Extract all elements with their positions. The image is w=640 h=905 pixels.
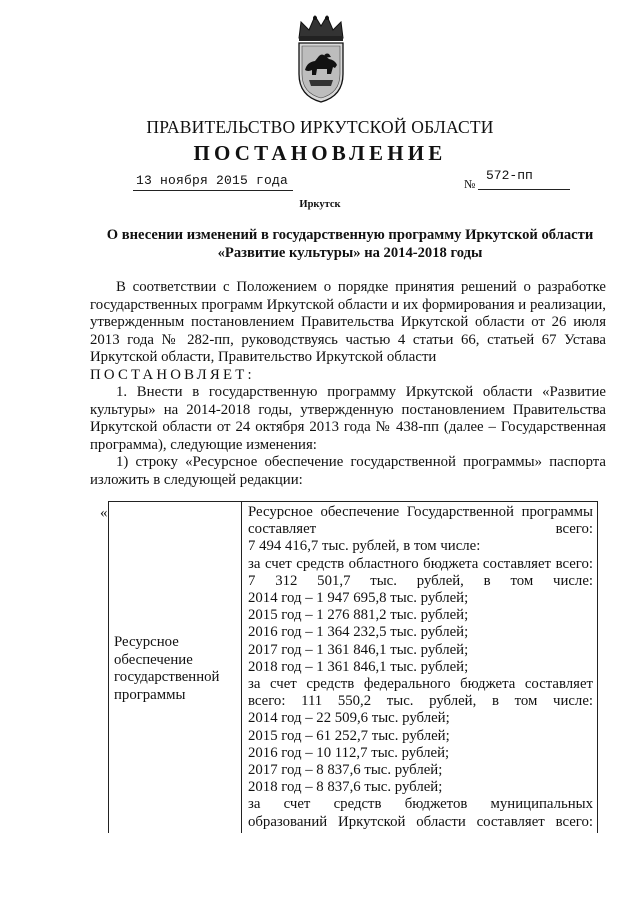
federal-budget-header: за счет средств федерального бюджета составляет всего: 111 550,2 тыс. рублей, в том числе: xyxy=(248,676,593,710)
regional-budget-header: за счет средств областного бюджета составляет всего: 7 312 501,7 тыс. рублей, в том числе: xyxy=(248,555,593,589)
preamble-paragraph: В соответствии с Положением о порядке принятия решений о разработке государственных программ Иркутской области и их формирования и реализации, утвержденным постановлением Правительства Иркутской области от 26 июля 2013 года № 282-пп, руководствуясь частью 4 статьи 66, статьей 67 Устава Иркутской области, Правительство Иркутской области xyxy=(90,279,606,366)
government-name: ПРАВИТЕЛЬСТВО ИРКУТСКОЙ ОБЛАСТИ xyxy=(146,117,494,137)
number-underline xyxy=(478,189,570,190)
table-row-label: Ресурсное обеспечение государственной программы xyxy=(114,634,220,703)
federal-year-item: 2016 год – 10 112,7 тыс. рублей; xyxy=(248,744,450,761)
item-1-1-paragraph: 1) строку «Ресурсное обеспечение государственной программы» паспорта изложить в следующей редакции: xyxy=(90,454,606,488)
city-name: Иркутск xyxy=(299,199,341,210)
table-column-divider xyxy=(241,501,242,833)
heading-line-2: «Развитие культуры» на 2014-2018 годы xyxy=(217,245,483,261)
regional-year-item: 2018 год – 1 361 846,1 тыс. рублей; xyxy=(248,658,469,675)
date-underline xyxy=(133,190,293,191)
heading-line-1: О внесении изменений в государственную программу Иркутской области xyxy=(106,227,594,243)
document-heading xyxy=(80,226,620,262)
opening-quote: « xyxy=(100,505,108,521)
coat-of-arms-emblem xyxy=(291,12,351,104)
resolves-keyword: ПОСТАНОВЛЯЕТ: xyxy=(90,367,255,383)
regional-year-item: 2015 год – 1 276 881,2 тыс. рублей; xyxy=(248,607,469,624)
regional-year-item: 2014 год – 1 947 695,8 тыс. рублей; xyxy=(248,590,469,607)
item-1-paragraph: 1. Внести в государственную программу Иркутской области «Развитие культуры» на 2014-2018 годы, утвержденную постановлением Правительства Иркутской области от 24 октября 2013 года № 438-пп (далее – Государственная программа), следующие изменения: xyxy=(90,384,606,453)
federal-year-item: 2014 год – 22 509,6 тыс. рублей; xyxy=(248,710,450,727)
regional-year-item: 2017 год – 1 361 846,1 тыс. рублей; xyxy=(248,641,469,658)
table-row-content xyxy=(248,504,593,831)
federal-year-item: 2018 год – 8 837,6 тыс. рублей; xyxy=(248,779,443,796)
regional-year-item: 2016 год – 1 364 232,5 тыс. рублей; xyxy=(248,624,469,641)
number-sign: № xyxy=(464,177,476,191)
federal-year-item: 2015 год – 61 252,7 тыс. рублей; xyxy=(248,727,450,744)
federal-year-item: 2017 год – 8 837,6 тыс. рублей; xyxy=(248,762,443,779)
decree-date: 13 ноября 2015 года xyxy=(136,173,289,188)
municipal-budget-header: за счет средств бюджетов муниципальных образований Иркутской области составляет всего: xyxy=(248,796,593,830)
decree-number: 572-пп xyxy=(486,168,533,183)
document-type-title: ПОСТАНОВЛЕНИЕ xyxy=(193,141,447,165)
funding-intro: Ресурсное обеспечение Государственной программы составляет всего: xyxy=(248,504,593,538)
funding-total: 7 494 416,7 тыс. рублей, в том числе: xyxy=(248,538,481,555)
